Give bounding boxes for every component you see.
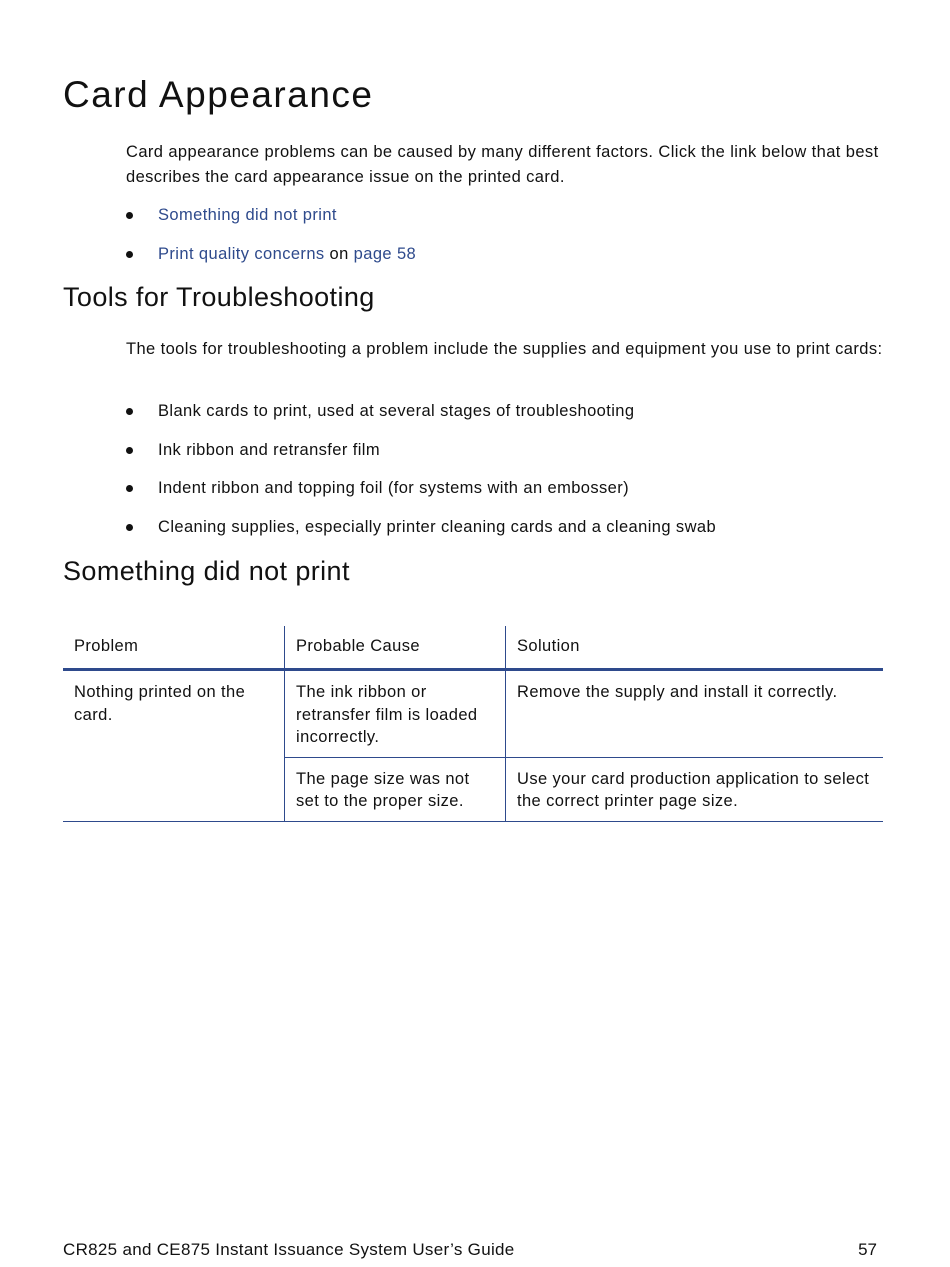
something-did-not-print-heading: Something did not print <box>63 556 350 586</box>
tools-intro: The tools for troubleshooting a problem include the supplies and equipment you use to print cards: <box>126 340 883 358</box>
list-item <box>126 243 416 282</box>
solution-cell: Remove the supply and install it correctly. <box>506 670 884 758</box>
list-item <box>126 477 716 516</box>
card-appearance-link-list <box>126 204 416 281</box>
troubleshooting-table <box>63 626 883 822</box>
tools-item-text: Blank cards to print, used at several stages of troubleshooting <box>158 402 635 420</box>
bullet-icon <box>126 212 133 219</box>
cause-cell: The ink ribbon or retransfer film is loaded incorrectly. <box>285 670 506 758</box>
tools-list <box>126 400 716 555</box>
bullet-icon <box>126 251 133 258</box>
page-title: Card Appearance <box>63 74 374 115</box>
cause-cell: The page size was not set to the proper size. <box>285 757 506 821</box>
table-header-row <box>63 626 883 670</box>
column-header-probable-cause: Probable Cause <box>285 626 506 670</box>
footer-page-number: 57 <box>858 1240 877 1259</box>
tools-item-text: Ink ribbon and retransfer film <box>158 440 381 459</box>
bullet-icon <box>126 408 133 415</box>
bullet-icon <box>126 447 133 454</box>
bullet-icon <box>126 524 133 531</box>
column-header-solution: Solution <box>506 626 884 670</box>
tools-item-text: Indent ribbon and topping foil (for systems with an embosser) <box>158 479 630 498</box>
footer-document-title: CR825 and CE875 Instant Issuance System User’s Guide <box>63 1240 515 1259</box>
list-item <box>126 400 716 439</box>
list-item <box>126 439 716 478</box>
solution-cell: Use your card production application to select the correct printer page size. <box>506 757 884 821</box>
list-item <box>126 204 416 243</box>
list-item <box>126 516 716 555</box>
print-quality-concerns-link[interactable]: Print quality concerns <box>158 244 325 263</box>
tools-heading: Tools for Troubleshooting <box>63 282 375 312</box>
link-connector-text: on <box>324 244 354 263</box>
tools-item-text: Cleaning supplies, especially printer cleaning cards and a cleaning swab <box>158 518 717 537</box>
bullet-icon <box>126 485 133 492</box>
column-header-problem: Problem <box>74 637 139 655</box>
table-row <box>63 670 883 758</box>
something-did-not-print-link[interactable]: Something did not print <box>158 206 337 224</box>
page-58-link[interactable]: page 58 <box>353 244 417 263</box>
card-appearance-intro: Card appearance problems can be caused by many different factors. Click the link below that best describes the card appearance issue on the printed card. <box>126 143 879 186</box>
problem-cell: Nothing printed on the card. <box>63 670 285 822</box>
